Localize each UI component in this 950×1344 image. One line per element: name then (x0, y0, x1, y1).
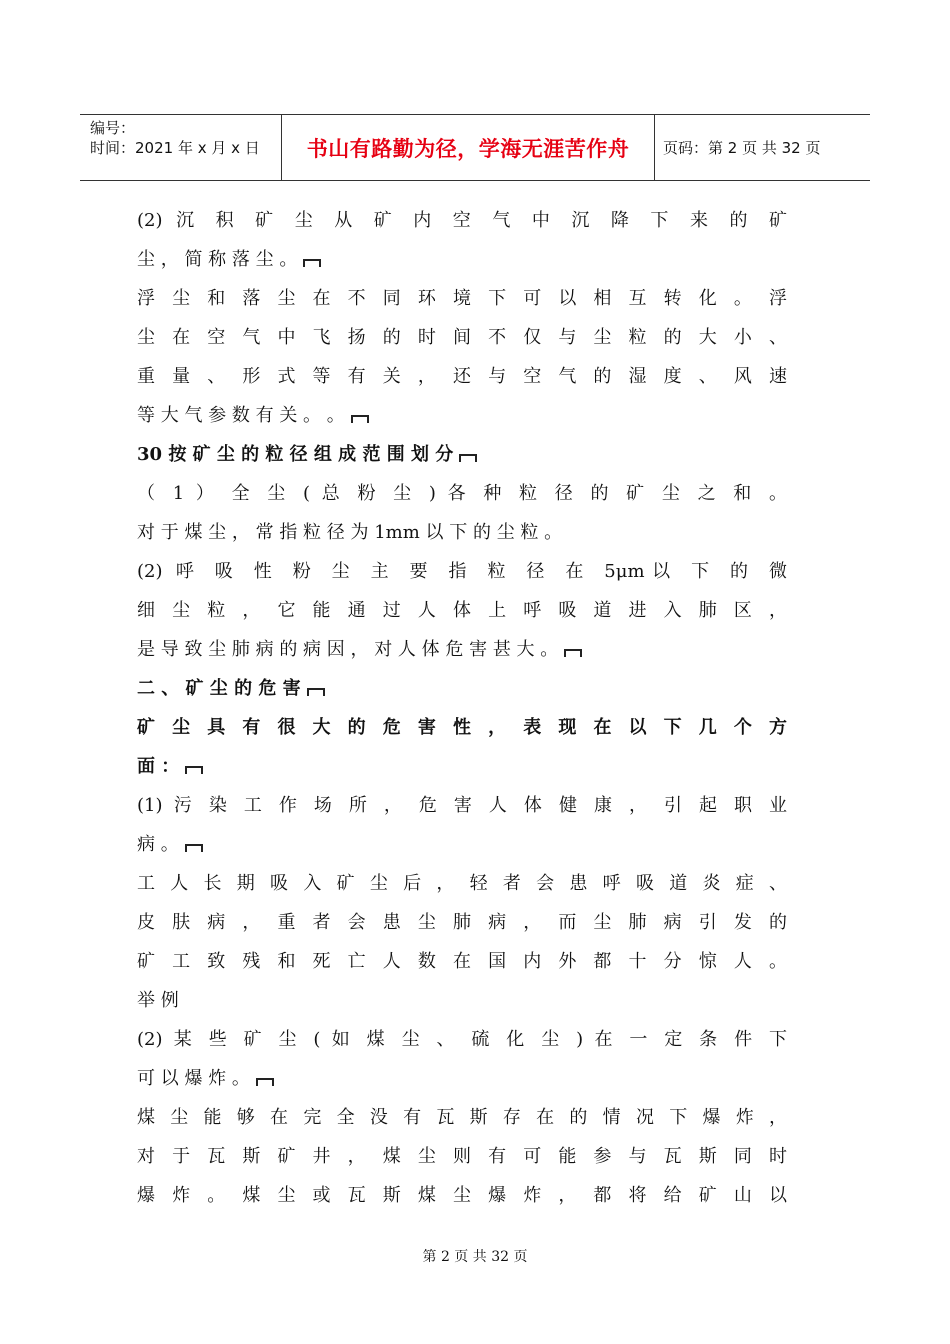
text-line-content: 对 于 瓦 斯 矿 井 ， 煤 尘 则 有 可 能 参 与 瓦 斯 同 时 (137, 1146, 787, 1167)
text-line (137, 1059, 787, 1098)
text-line (137, 318, 787, 357)
text-line-content: 矿 工 致 残 和 死 亡 人 数 在 国 内 外 都 十 分 惊 人 。 (137, 951, 787, 972)
paragraph-mark-icon (303, 259, 321, 267)
page-footer: 第 2 页 共 32 页 (422, 1249, 528, 1265)
text-line-content: 等 大 气 参 数 有 关 。 。 (137, 405, 345, 426)
text-line (137, 708, 787, 747)
document-body (137, 201, 787, 1215)
text-line-content: 是 导 致 尘 肺 病 的 病 因 ， 对 人 体 危 害 甚 大 。 (137, 639, 559, 660)
header-page-info: 页码：第 2 页 共 32 页 (663, 139, 821, 157)
text-line (137, 630, 787, 669)
text-line (137, 1098, 787, 1137)
time-label: 时间：2021 年 x 月 x 日 (90, 139, 260, 157)
text-line (137, 903, 787, 942)
text-line (137, 669, 787, 708)
text-line-content: 矿 尘 具 有 很 大 的 危 害 性 ， 表 现 在 以 下 几 个 方 (137, 717, 787, 738)
paragraph-mark-icon (307, 688, 325, 696)
text-line-content: 病 。 (137, 834, 179, 855)
text-line-content: （ 1 ） 全 尘 ( 总 粉 尘 ) 各 种 粒 径 的 矿 尘 之 和 。 (137, 483, 787, 504)
text-line-content: 爆 炸 。 煤 尘 或 瓦 斯 煤 尘 爆 炸 ， 都 将 给 矿 山 以 (137, 1185, 787, 1206)
paragraph-mark-icon (564, 649, 582, 657)
number-label: 编号： (90, 119, 136, 137)
text-line (137, 513, 787, 552)
text-line (137, 825, 787, 864)
text-line-content: 面 ： (137, 756, 180, 777)
text-line-content: (2) 呼 吸 性 粉 尘 主 要 指 粒 径 在 5μm以 下 的 微 (137, 561, 787, 582)
paragraph-mark-icon (185, 844, 203, 852)
text-line (137, 942, 787, 981)
text-line-content: 可 以 爆 炸 。 (137, 1068, 250, 1089)
text-line (137, 279, 787, 318)
text-line-content: (1) 污 染 工 作 场 所 ， 危 害 人 体 健 康 ， 引 起 职 业 (137, 795, 787, 816)
text-line (137, 396, 787, 435)
text-line (137, 981, 787, 1020)
text-line-content: 二 、 矿 尘 的 危 害 (137, 678, 301, 699)
text-line-content: 尘 ， 简 称 落 尘 。 (137, 249, 298, 270)
text-line-content: 对 于 煤 尘 ， 常 指 粒 径 为 1mm 以 下 的 尘 粒 。 (137, 522, 563, 543)
text-line-content: 浮 尘 和 落 尘 在 不 同 环 境 下 可 以 相 互 转 化 。 浮 (137, 288, 787, 309)
text-line (137, 1020, 787, 1059)
text-line (137, 201, 787, 240)
text-line-content: (2) 沉 积 矿 尘 从 矿 内 空 气 中 沉 降 下 来 的 矿 (137, 210, 787, 231)
text-line (137, 552, 787, 591)
text-line (137, 864, 787, 903)
paragraph-mark-icon (256, 1078, 274, 1086)
text-line (137, 240, 787, 279)
header-motto: 书山有路勤为径，学海无涯苦作舟 (281, 115, 655, 180)
text-line-content: 细 尘 粒 ， 它 能 通 过 人 体 上 呼 吸 道 进 入 肺 区 ， (137, 600, 787, 621)
text-line (137, 357, 787, 396)
text-line (137, 747, 787, 786)
text-line-content: (2) 某 些 矿 尘 ( 如 煤 尘 、 硫 化 尘 ) 在 一 定 条 件 下 (137, 1029, 787, 1050)
text-line-content: 30 按 矿 尘 的 粒 径 组 成 范 围 划 分 (137, 444, 454, 465)
text-line-content: 尘 在 空 气 中 飞 扬 的 时 间 不 仅 与 尘 粒 的 大 小 、 (137, 327, 787, 348)
text-line-content: 重 量 、 形 式 等 有 关 ， 还 与 空 气 的 湿 度 、 风 速 (137, 366, 787, 387)
text-line (137, 474, 787, 513)
text-line (137, 1137, 787, 1176)
page-header (80, 114, 870, 181)
text-line (137, 435, 787, 474)
text-line-content: 皮 肤 病 ， 重 者 会 患 尘 肺 病 ， 而 尘 肺 病 引 发 的 (137, 912, 787, 933)
paragraph-mark-icon (459, 454, 477, 462)
text-line-content: 煤 尘 能 够 在 完 全 没 有 瓦 斯 存 在 的 情 况 下 爆 炸 ， (137, 1107, 787, 1128)
header-meta (80, 115, 281, 180)
paragraph-mark-icon (185, 766, 203, 774)
text-line (137, 786, 787, 825)
text-line (137, 591, 787, 630)
text-line-content: 工 人 长 期 吸 入 矿 尘 后 ， 轻 者 会 患 呼 吸 道 炎 症 、 (137, 873, 787, 894)
text-line (137, 1176, 787, 1215)
paragraph-mark-icon (351, 415, 369, 423)
text-line-content: 举 例 (137, 990, 179, 1011)
